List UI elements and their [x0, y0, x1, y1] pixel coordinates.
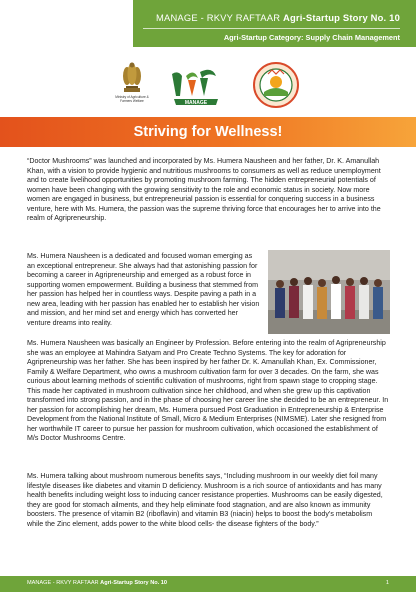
- footer-band: [0, 576, 416, 592]
- rkvy-circle-logo-icon: [252, 60, 300, 110]
- national-emblem-icon: [118, 58, 146, 112]
- paragraph-background: [27, 339, 390, 444]
- paragraph-text: Ms. Humera Nausheen was basically an Engineer by Profession. Before entering into the realm of Agripreneurship she was an employee at Mahindra Satyam and Pro Create Techno Systems. The key for adoration for Agripreneurship was her father. She has been inspired by her father Dr. K. Amanullah Khan, Ex. Commissioner, Family & Welfare Department, who owns a mushroom cultivation farm for over 3 decades. On the farm, she was curious about learning methods of scientific cultivation of mushrooms, right from spawn stage to cropping stage. This made her captivated in mushroom cultivation since her childhood, and when she grew up this captivation transformed into strong passion, and in the phase of choosing her career line she decided to be an entrepreneur. In her passion for accomplishing her dream, Ms. Humera pursued Post Graduation in Entrepreneurship & Enterprise Development from the National Institute of Small, Micro & Medium Enterprises (NIMSME). Later she resigned from her worthwhile IT career to pursue her passion for mushroom cultivation, which occasioned the establishment of M/s Doctor Mushrooms Centre.: [27, 339, 389, 443]
- header-story-number: Agri-Startup Story No. 10: [283, 12, 400, 23]
- paragraph-text: “Doctor Mushrooms” was launched and incorporated by Ms. Humera Nausheen and her father, Dr. K. Amanullah Khan, with a vision to provide hygienic and nutritious mushrooms to consumers as well as reduce unemployment and to create livelihood opportunities by promoting mushroom farming. The hidden entrepreneurial potentials of women have been changing with the growing sensitivity to the role and economic status in society. Now more women are engaged in business, but entrepreneurial passion is essential for conquering success in a business venture, here with Ms. Humera, the passion was the supreme thriving force that encourages her to arrive into the realm of Agripreneurship.: [27, 157, 381, 223]
- page-number: 1: [385, 580, 389, 586]
- group-photo: [268, 250, 390, 334]
- header-prefix: MANAGE - RKVY RAFTAAR: [156, 12, 283, 23]
- paragraph-benefits: [27, 472, 390, 529]
- paragraph-intro: [27, 157, 390, 224]
- paragraph-text: Ms. Humera Nausheen is a dedicated and focused woman emerging as an exceptional entrepreneur. She always had that astonishing passion for becoming a career in Agripreneurship and emerged as a robust force in supporting women empowerment. Building a business that stemmed from her passion has helped her in countless ways. Despite paving a path in a new area, leading with her passion has enabled her to establish her vision and mission, and her mind set and energy which has converted her venture dreams into reality.: [27, 252, 260, 327]
- footer-prefix: MANAGE - RKVY RAFTAAR: [27, 580, 101, 586]
- header-category: Agri-Startup Category: Supply Chain Management: [223, 33, 400, 42]
- header-band: [133, 0, 416, 47]
- footer-story-number: Agri-Startup Story No. 10: [100, 580, 167, 586]
- page-title: Striving for Wellness!: [133, 124, 283, 140]
- footer-story-line: [27, 580, 167, 586]
- manage-logo-icon: [168, 66, 224, 106]
- manage-logo-text: MANAGE: [184, 100, 208, 106]
- paragraph-profile: [27, 252, 260, 328]
- header-divider: [143, 28, 400, 29]
- paragraph-text: Ms. Humera talking about mushroom numerous benefits says, “Including mushroom in our weekly diet foil many lifestyle diseases like diabetes and vitamin D deficiency. Mushroom is a rich source of antioxidants and has many health benefits including weight loss to inducing cancer resistance properties. Mushrooms can be easily digested, they are good for stomach ailments, and they help eliminate food stagnation, and are also known as immunity boosters. The presence of vitamin B2 (riboflavin) and vitamin B3 (niacin) helps to boost the body’s metabolism while the Zinc element, adds power to the white blood cells- the disease fighters of the body.”: [27, 472, 383, 528]
- logo-row: [0, 56, 416, 114]
- title-bar: [0, 117, 416, 147]
- ministry-caption: Ministry of Agriculture & Farmers Welfare: [115, 95, 149, 103]
- header-story-line: [156, 12, 400, 23]
